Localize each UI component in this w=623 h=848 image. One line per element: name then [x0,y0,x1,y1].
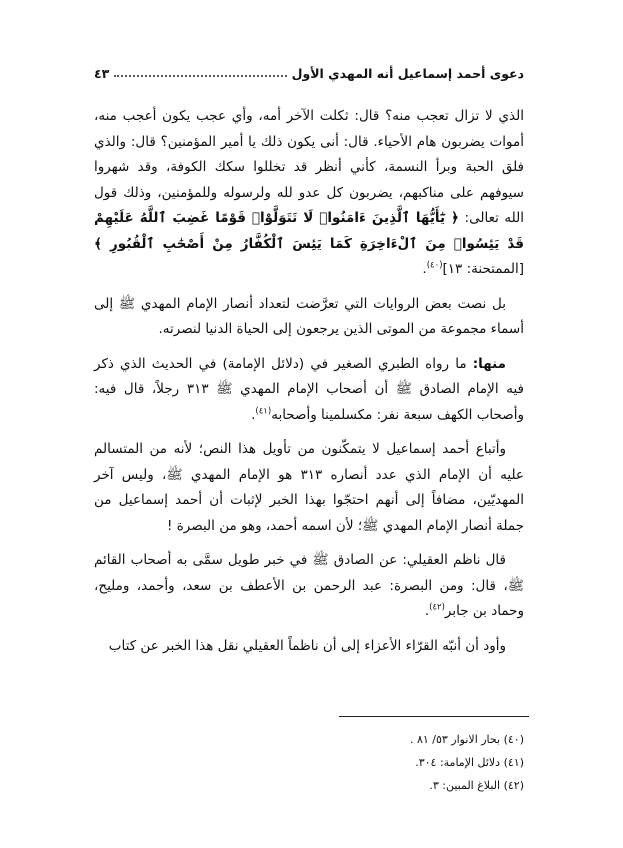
footnote-separator [339,716,529,717]
paragraph-4 [94,437,524,539]
footnote-41: (٤١) دلائل الإمامة: ٣٠٤. [415,756,524,769]
paragraph-6 [94,634,524,660]
footnote-ref-42: (٤٢) [429,602,445,613]
footnote-ref-41: (٤١) [255,406,272,416]
paragraph-5-text: قال ناظم العقيلي: عن الصادق ﷺ في خبر طويل سمَّى به أصحاب القائم ﷺ، قال: ومن البصرة: عبد الرحمن بن الأعطف بن سعد، وأحمد، ومليح، وحماد بن جابر [94,552,524,619]
quran-verse: ﴿ يَٰٓأَيُّهَا ٱلَّذِينَ ءَامَنُوا۟ لَا تَتَوَلَّوْا۟ قَوْمًا غَضِبَ ٱللَّهُ عَلَيْهِمْ قَدْ يَئِسُوا۟ مِنَ ٱلْءَاخِرَةِ كَمَا يَئِسَ ٱلْكُفَّارُ مِنْ أَصْحَٰبِ ٱلْقُبُورِ ﴾ [94,210,524,252]
paragraph-2 [94,292,524,343]
leader-dots [114,75,286,77]
footnotes [94,728,524,797]
paragraph-3-lead: منها: [472,355,506,372]
paragraph-4-text: وأتباع أحمد إسماعيل لا يتمكّنون من تأويل هذا النص؛ لأنه من المتسالم عليه أن الإمام الذي عدد أنصاره ٣١٣ هو الإمام المهدي ﷺ، وليس آخر المهديّين، مضافاً إلى أنهم احتجّوا بهذا الخبر لإثبات أن أحمد إسماعيل من جملة أنصار الإمام المهدي ﷺ؛ لأن اسمه أحمد، وهو من البصرة ! [94,441,524,534]
paragraph-1-text: الذي لا تزال تعجب منه؟ قال: ثكلت الآخر أمه، وأي عجب يكون أعجب منه، أموات يضربون هام الأحياء. قال: أنى يكون ذلك يا أمير المؤمنين؟ قال: والذي فلق الحبة وبرأ النسمة، كأني أنظر قد تخللوا سكك الكوفة، وقد شهروا سيوفهم على مناكبهم، يضربون كل عدو لله ولرسوله وللمؤمنين، وذلك قول الله تعالى: [94,108,524,226]
running-header [94,66,524,81]
footnote-ref-40: (٤٠) [426,260,443,271]
paragraph-3: منها: ما رواه الطبري الصغير في (دلائل الإمامة) في الحديث الذي ذكر فيه الإمام الصادق ﷺ أن أصحاب الإمام المهدي ﷺ ٣١٣ رجلاً، قال فيه: وأصحاب الكهف سبعة نفر: مكسلمينا وأصحابه$^{(٤١)}$. [94,355,524,423]
footnote-40: (٤٠) بحار الانوار ٥٣/ ٨١ . [409,733,524,746]
paragraph-2-text: بل نصت بعض الروايات التي تعرَّضت لتعداد أنصار الإمام المهدي ﷺ إلى أسماء مجموعة من الموتى الذين يرجعون إلى الحياة الدنيا لنصرته. [94,295,524,337]
paragraph-6-text: وأود أن أنبّه القرّاء الأعزاء إلى أن ناظماً العقيلي نقل هذا الخبر عن كتاب [108,637,506,654]
footnote-42: (٤٢) البلاغ المبين: ٣. [429,779,524,792]
running-title: دعوى أحمد إسماعيل أنه المهدي الأول [291,66,524,81]
page-number: ٤٣ [94,66,110,81]
main-text [94,104,524,668]
paragraph-1: الذي لا تزال تعجب منه؟ قال: ثكلت الآخر أمه، وأي عجب يكون أعجب منه، أموات يضربون هام الأحياء. قال: أنى يكون ذلك يا أمير المؤمنين؟ قال: والذي فلق الحبة وبرأ النسمة، كأني أنظر قد تخللوا سكك الكوفة، وقد شهروا سيوفهم على مناكبهم، يضربون كل عدو لله ولرسوله وللمؤمنين، وذلك قول الله تعالى: ﴿ يَٰٓأَيُّهَا ٱلَّذِينَ ءَامَنُوا۟ لَا تَتَوَلَّوْا۟ قَوْمًا غَضِبَ ٱللَّهُ عَلَيْهِمْ قَدْ يَئِسُوا۟ مِنَ ٱلْءَاخِرَةِ كَمَا يَئِسَ ٱلْكُفَّارُ مِنْ أَصْحَٰبِ ٱلْقُبُورِ ﴾ [الممتحنة: ١٣]$^{(٤٠)}$. [94,108,524,277]
paragraph-3-text: ما رواه الطبري الصغير في (دلائل الإمامة) في الحديث الذي ذكر فيه الإمام الصادق ﷺ أن أصحاب الإمام المهدي ﷺ ٣١٣ رجلاً، قال فيه: وأصحاب الكهف سبعة نفر: مكسلمينا وأصحابه [94,355,524,423]
paragraph-5: قال ناظم العقيلي: عن الصادق ﷺ في خبر طويل سمَّى به أصحاب القائم ﷺ، قال: ومن البصرة: عبد الرحمن بن الأعطف بن سعد، وأحمد، ومليح، وحماد بن جابر$^{(٤٢)}$. [94,552,524,619]
verse-reference: [الممتحنة: ١٣] [442,261,524,277]
